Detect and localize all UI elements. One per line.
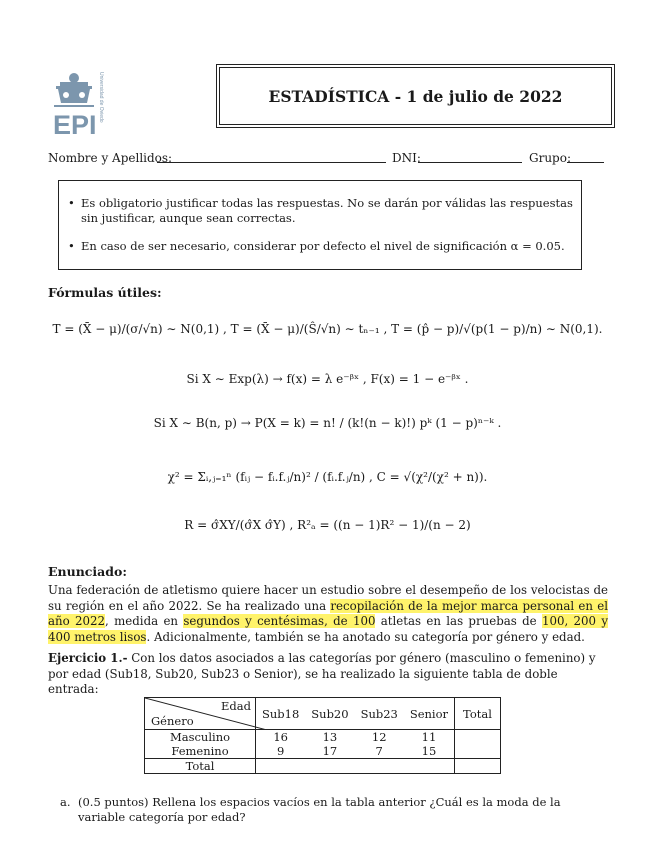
instruction-item: • Es obligatorio justificar todas las respuestas. No se darán por válidas las respuestas sin justificar, aunque sean correctas. (81, 196, 576, 226)
formula-normal-t: T = (X̄ − μ)/(σ/√n) ∼ N(0,1) , T = (X̄ − μ)/(Ŝ/√n) ∼ tₙ₋₁ , T = (p̂ − p)/√(p(1 − p)/n) ∼ N(0,1). (52, 322, 603, 336)
table-cell: 17 (322, 744, 338, 758)
table-cell (455, 730, 501, 745)
table-cell: 9 (276, 744, 285, 758)
corner-col-label: Edad (221, 699, 251, 713)
statement-text: atletas en las pruebas de (375, 614, 542, 629)
university-logo (52, 68, 120, 136)
column-header: Sub20 (305, 698, 354, 730)
exercise-label: Ejercicio 1.- (48, 651, 128, 665)
formula-binomial: Si X ∼ B(n, p) → P(X = k) = n! / (k!(n − k)!) pᵏ (1 − p)ⁿ⁻ᵏ . (153, 416, 502, 430)
statement-text: Una federación de atletismo quiere hacer un estudio sobre el desempeño de los velocistas de su región en el año 2022. Se ha realizado una (48, 583, 608, 613)
exam-title: ESTADÍSTICA - 1 de julio de 2022 (268, 87, 563, 106)
logo-text: EPI (53, 110, 97, 136)
table-row (145, 730, 501, 745)
column-header: Sub18 (256, 698, 306, 730)
column-header: Senior (404, 698, 455, 730)
instructions-box (58, 180, 582, 270)
contingency-table (144, 697, 501, 774)
table-cell (305, 759, 354, 774)
statement-heading: Enunciado: (48, 564, 127, 579)
formula-exponential: Si X ∼ Exp(λ) → f(x) = λ e⁻ᵝˣ , F(x) = 1 − e⁻ᵝˣ . (186, 372, 469, 386)
logo-side-text: Universidad de Oviedo (98, 72, 104, 123)
question-a-text: (0.5 puntos) Rellena los espacios vacíos en la tabla anterior ¿Cuál es la moda de la variable categoría por edad? (78, 795, 561, 824)
corner-row-label: Género (151, 714, 194, 728)
column-header: Sub23 (355, 698, 404, 730)
table-cell (355, 759, 404, 774)
formula-correlation: R = σ̂XY/(σ̂X σ̂Y) , R²ₐ = ((n − 1)R² − 1)/(n − 2) (184, 518, 471, 532)
formula-chi-square: χ² = Σᵢ,ⱼ₌₁ⁿ (fᵢⱼ − fᵢ.f.ⱼ/n)² / (fᵢ.f.ⱼ/n) , C = √(χ²/(χ² + n)). (167, 470, 488, 484)
question-marker: a. (60, 795, 71, 809)
formulas-heading: Fórmulas útiles: (48, 285, 162, 300)
table-cell: 7 (375, 744, 383, 758)
table-cell: 11 (404, 730, 455, 745)
table-row (145, 759, 501, 774)
title-box (216, 64, 615, 128)
table-cell (256, 759, 306, 774)
column-header: Total (455, 698, 501, 730)
table-cell (404, 759, 455, 774)
statement-text: , medida en (105, 614, 184, 629)
row-label: Femenino (145, 744, 256, 759)
group-label: Grupo: (529, 151, 571, 165)
dni-label: DNI: (392, 151, 421, 165)
exercise-paragraph (48, 651, 608, 698)
table-cell (455, 759, 501, 774)
highlight: 100, 200 y 400 metros lisos (48, 614, 608, 644)
table-cell: 16 (256, 730, 306, 745)
table-cell: 15 (404, 744, 455, 759)
name-label: Nombre y Apellidos: (48, 151, 173, 165)
table-row (145, 744, 501, 759)
row-label: Total (145, 759, 256, 774)
row-label: Masculino (145, 730, 256, 745)
name-field[interactable] (157, 161, 386, 163)
statement-paragraph (48, 583, 608, 645)
dni-field[interactable] (418, 161, 522, 163)
table-cell (455, 744, 501, 759)
exercise-text: Con los datos asociados a las categorías por género (masculino o femenino) y por edad (Sub18, Sub20, Sub23 o Senior), se ha realizado la siguiente tabla de doble entrada: (48, 651, 596, 697)
logo-emblem-icon (52, 68, 120, 136)
highlight: segundos y centésimas, de 100 (183, 614, 376, 629)
table-cell: 12 (355, 730, 404, 745)
table-cell: 13 (305, 730, 354, 745)
highlight: recopilación de la mejor marca personal en el año 2022 (48, 598, 608, 629)
statement-text: . Adicionalmente, también se ha anotado su categoría por género y edad. (146, 629, 585, 644)
table-corner (145, 698, 256, 730)
instruction-item: • En caso de ser necesario, considerar por defecto el nivel de significación α = 0.05. (81, 239, 576, 254)
group-field[interactable] (567, 161, 604, 163)
